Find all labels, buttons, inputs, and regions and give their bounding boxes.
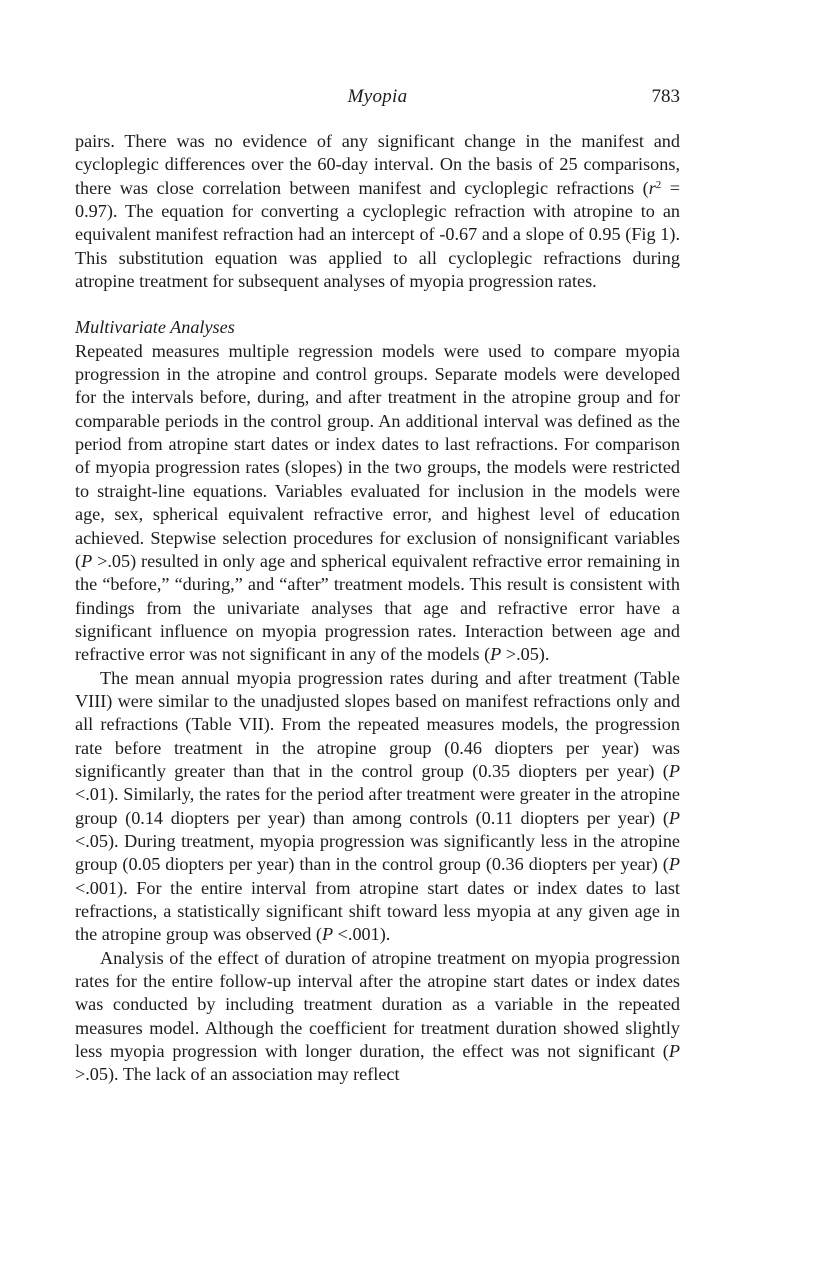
text-segment: >.05). <box>501 644 550 665</box>
p-symbol: P <box>490 644 502 665</box>
p-symbol: P <box>321 924 334 945</box>
text-segment: >.05). The lack of an association may reflect <box>75 1064 400 1085</box>
p-symbol: P <box>668 854 680 875</box>
text-segment: Analysis of the effect of duration of atropine treatment on myopia progression rates for the entire follow-up interval after the atropine start dates or index dates was conducted by including treatment duration as a variable in the repeated measures model. Although the coefficient for treatment duration showed slightly less myopia progression with longer duration, the effect was not significant ( <box>75 947 680 1062</box>
text-segment: <.01). Similarly, the rates for the period after treatment were greater in the atropine group (0.14 diopters per year) than among controls (0.11 diopters per year) ( <box>75 784 680 828</box>
paragraph-treatment-duration <box>75 947 680 1087</box>
p-symbol: P <box>668 760 680 781</box>
text-segment: = 0.97). The equation for converting a cycloplegic refraction with atropine to an equivalent manifest refraction had an intercept of -0.67 and a slope of 0.95 (Fig 1). This substitution equation was applied to all cycloplegic refractions during atropine treatment for subsequent analyses of myopia progression rates. <box>75 177 680 292</box>
section-heading: Multivariate Analyses <box>75 317 235 338</box>
p-symbol: P <box>81 550 93 571</box>
p-symbol: P <box>668 1041 680 1062</box>
running-title: Myopia <box>347 86 408 107</box>
paragraph-refraction-conversion <box>75 130 680 293</box>
article-body <box>75 130 680 1087</box>
text-segment: pairs. There was no evidence of any significant change in the manifest and cycloplegic differences over the 60-day interval. On the basis of 25 comparisons, there was close correlation between manifest and cycloplegic refractions ( <box>75 131 680 198</box>
text-segment: >.05) resulted in only age and spherical equivalent refractive error remaining in the “before,” “during,” and “after” treatment models. This result is consistent with findings from the univariate analyses that age and refractive error have a significant influence on myopia progression rates. Interaction between age and refractive error was not significant in any of the models ( <box>75 550 680 665</box>
text-segment: Repeated measures multiple regression models were used to compare myopia progression in the atropine and control groups. Separate models were developed for the intervals before, during, and after treatment in the atropine group and for comparable periods in the control group. An additional interval was defined as the period from atropine start dates or index dates to last refractions. For comparison of myopia progression rates (slopes) in the two groups, the models were restricted to straight-line equations. Variables evaluated for inclusion in the models were age, sex, spherical equivalent refractive error, and highest level of education achieved. Stepwise selection procedures for exclusion of nonsignificant variables ( <box>75 340 680 571</box>
text-segment: <.001). For the entire interval from atropine start dates or index dates to last refractions, a statistically significant shift toward less myopia at any given age in the atropine group was observed ( <box>75 877 680 945</box>
paragraph-progression-rates <box>75 667 680 947</box>
journal-page <box>75 86 680 1087</box>
r-symbol: r <box>648 177 656 198</box>
paragraph-multivariate-models <box>75 340 680 667</box>
text-segment: <.05). During treatment, myopia progression was significantly less in the atropine group (0.05 diopters per year) than in the control group (0.36 diopters per year) ( <box>75 830 680 875</box>
r-exponent: 2 <box>655 178 662 191</box>
text-segment: <.001). <box>333 924 391 945</box>
p-symbol: P <box>668 807 680 828</box>
text-segment: The mean annual myopia progression rates during and after treatment (Table VIII) were similar to the unadjusted slopes based on manifest refractions only and all refractions (Table VII). From the repeated measures models, the progression rate before treatment in the atropine group (0.46 diopters per year) was significantly greater than that in the control group (0.35 diopters per year) ( <box>75 667 680 781</box>
page-number: 783 <box>651 86 680 107</box>
running-header <box>75 86 680 116</box>
